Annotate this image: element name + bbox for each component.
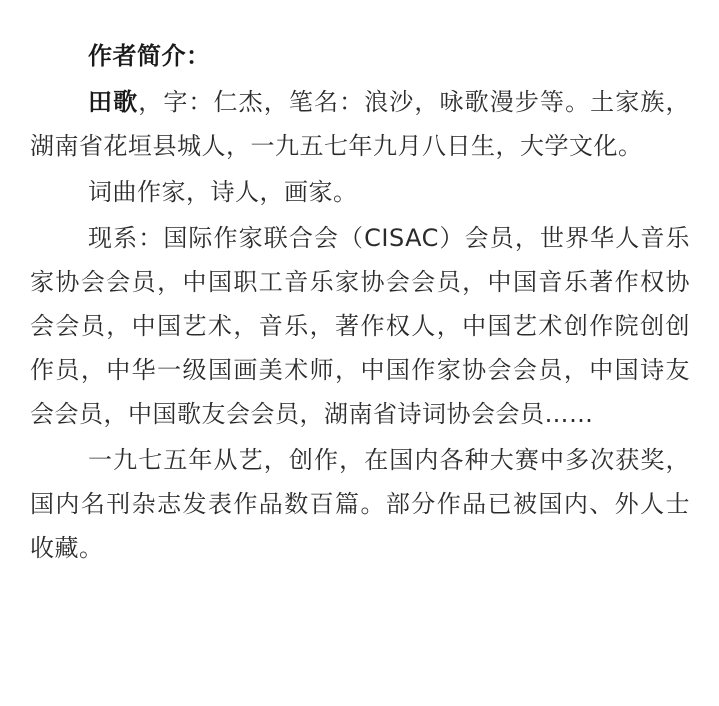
author-bio [30, 34, 690, 570]
bio-career-text: 一九七五年从艺，创作，在国内各种大赛中多次获奖，国内名刊杂志发表作品数百篇。部分作品已被国内、外人士收藏。 [30, 446, 690, 562]
bio-memberships-text: 现系：国际作家联合会（CISAC）会员，世界华人音乐家协会会员，中国职工音乐家协会会员，中国音乐著作权协会会员，中国艺术，音乐，著作权人，中国艺术创作院创创作员，中华一级国画美术师，中国作家协会会员，中国诗友会会员，中国歌友会会员，湖南省诗词协会会员…… [30, 224, 690, 428]
bio-career-paragraph [30, 438, 690, 570]
bio-memberships-paragraph [30, 216, 690, 436]
bio-roles-paragraph [30, 170, 690, 214]
bio-heading-text: 作者简介： [88, 42, 211, 70]
author-name: 田歌 [88, 88, 139, 116]
bio-roles-text: 词曲作家，诗人，画家。 [88, 178, 358, 206]
bio-heading [30, 34, 690, 78]
bio-intro-paragraph [30, 80, 690, 168]
bio-intro-text: ，字：仁杰，笔名：浪沙，咏歌漫步等。土家族，湖南省花垣县城人，一九五七年九月八日生，大学文化。 [30, 88, 690, 160]
